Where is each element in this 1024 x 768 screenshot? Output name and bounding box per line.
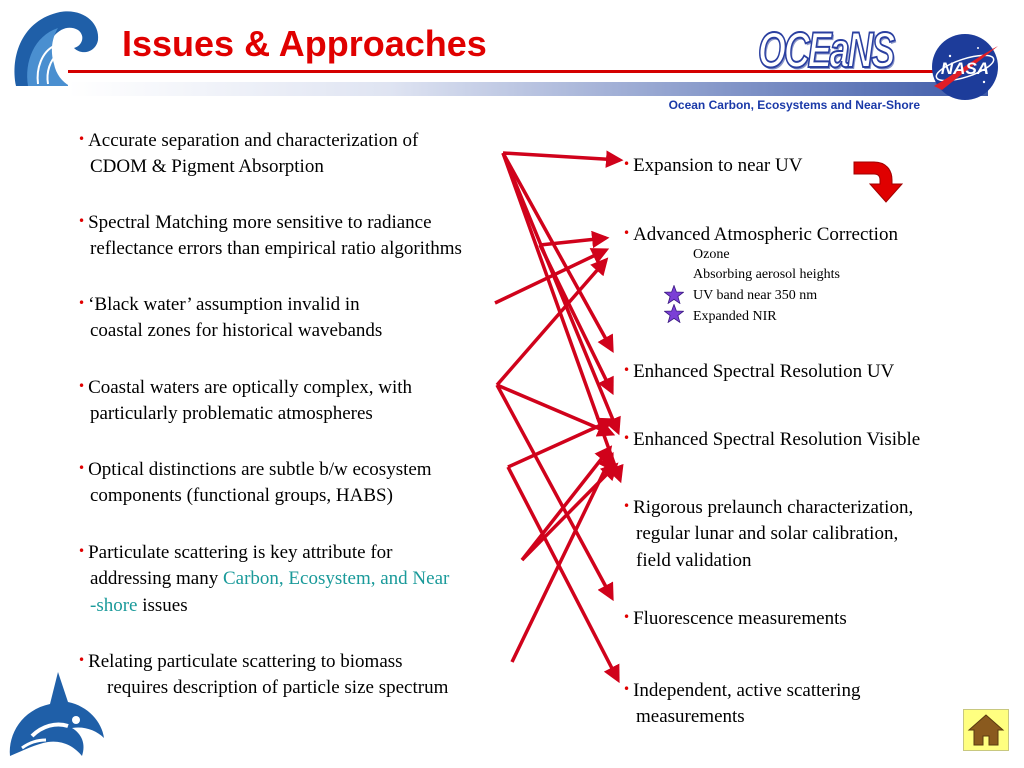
approach-3: • Enhanced Spectral Resolution UV	[623, 361, 895, 382]
svg-text:NASA: NASA	[940, 59, 990, 78]
star-icon	[664, 285, 684, 304]
bullet-icon: •	[623, 682, 631, 696]
issue-7: • Relating particulate scattering to biomass	[78, 651, 403, 672]
issue-1-cont: CDOM & Pigment Absorption	[90, 156, 324, 177]
bullet-icon: •	[623, 610, 631, 624]
issue-2: • Spectral Matching more sensitive to radiance	[78, 212, 432, 233]
arrow	[508, 467, 618, 680]
bullet-icon: •	[78, 379, 86, 393]
bullet-icon: •	[78, 461, 86, 475]
approach-5: • Rigorous prelaunch characterization,	[623, 497, 914, 518]
home-icon	[964, 710, 1008, 750]
approach-5-cont: regular lunar and solar calibration,	[636, 523, 899, 544]
subitem-aerosol: Absorbing aerosol heights	[693, 267, 840, 282]
approach-7: • Independent, active scattering	[623, 680, 861, 701]
bullet-icon: •	[623, 363, 631, 377]
subitem-nir: Expanded NIR	[693, 309, 777, 324]
issue-6-cont: addressing many Carbon, Ecosystem, and Near	[90, 568, 450, 589]
orca-logo	[2, 664, 110, 764]
subitem-uv-band: UV band near 350 nm	[693, 288, 818, 303]
issue-5-cont: components (functional groups, HABS)	[90, 485, 393, 506]
star-icon	[664, 304, 684, 323]
bullet-icon: •	[78, 653, 86, 667]
issue-2-cont: reflectance errors than empirical ratio algorithms	[90, 238, 462, 259]
slide-title: Issues & Approaches	[122, 23, 487, 64]
bullet-icon: •	[78, 214, 86, 228]
issue-7-cont: requires description of particle size spectrum	[107, 677, 449, 698]
issue-1: • Accurate separation and characterization of	[78, 130, 419, 151]
bullet-icon: •	[623, 499, 631, 513]
issue-6: • Particulate scattering is key attribute for	[78, 542, 393, 563]
bullet-icon: •	[623, 157, 631, 171]
issue-3-cont: coastal zones for historical wavebands	[90, 320, 383, 341]
bullet-icon: •	[78, 544, 86, 558]
approach-7-cont: measurements	[636, 706, 745, 727]
approach-5-cont2: field validation	[636, 550, 752, 571]
highlight-text: Carbon, Ecosystem, and Near	[222, 568, 450, 589]
approach-6: • Fluorescence measurements	[623, 608, 847, 629]
approach-2: • Advanced Atmospheric Correction	[623, 224, 898, 245]
issue-4: • Coastal waters are optically complex, with	[78, 377, 413, 398]
arrow	[508, 420, 612, 467]
bullet-icon: •	[623, 226, 631, 240]
brand-subtitle: Ocean Carbon, Ecosystems and Near-Shore	[668, 98, 920, 112]
arrow	[512, 455, 612, 662]
oceans-brand-logo: OCEaNS	[758, 22, 894, 78]
home-button[interactable]	[963, 709, 1009, 751]
approach-4: • Enhanced Spectral Resolution Visible	[623, 429, 921, 450]
issue-3: • ‘Black water’ assumption invalid in	[78, 294, 360, 315]
arrow	[503, 153, 612, 350]
highlight-text: -shore	[90, 595, 138, 616]
issue-4-cont: particularly problematic atmospheres	[90, 403, 373, 424]
subitem-ozone: Ozone	[693, 247, 730, 262]
bullet-icon: •	[623, 431, 631, 445]
arrow	[503, 153, 620, 160]
issue-6-cont2: -shore issues	[90, 595, 188, 616]
bullet-icon: •	[78, 132, 86, 146]
bullet-icon: •	[78, 296, 86, 310]
issue-5: • Optical distinctions are subtle b/w ecosystem	[78, 459, 432, 480]
arrow	[522, 448, 610, 560]
approach-1: • Expansion to near UV	[623, 155, 803, 176]
